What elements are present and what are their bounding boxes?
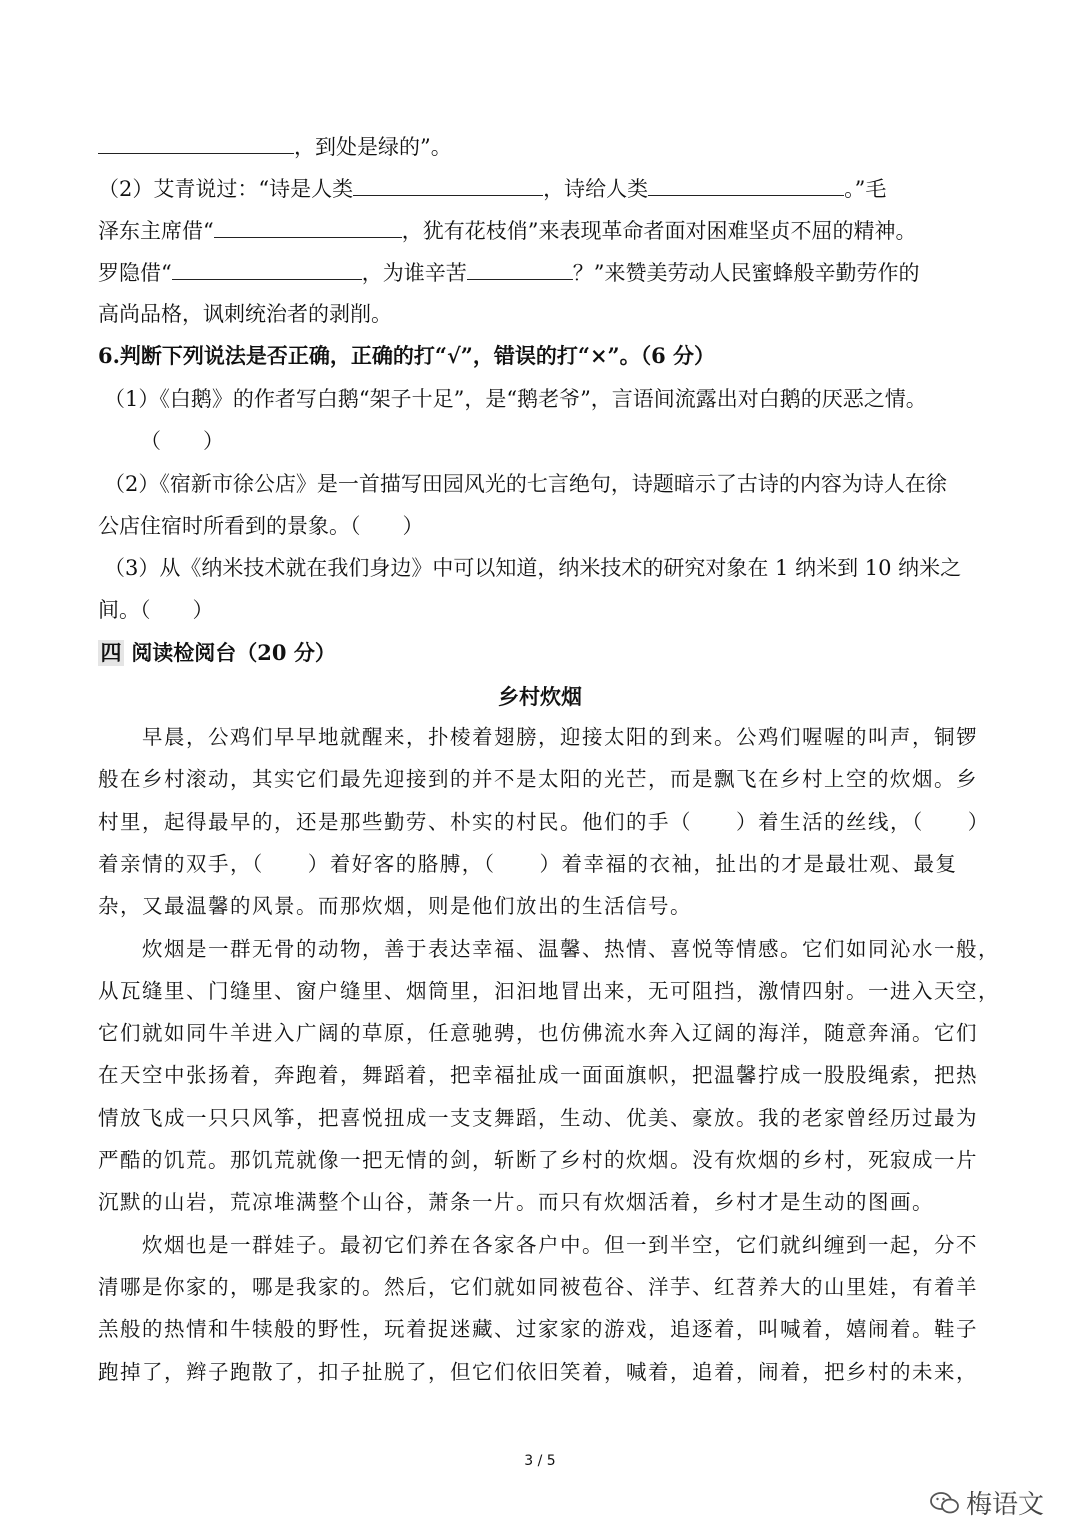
essay-title: 乡村炊烟 bbox=[498, 684, 582, 709]
q5-line-5: 高尚品格，讽刺统治者的剥削。 bbox=[98, 302, 392, 326]
essay-line: 情放飞成一只只风筝，把喜悦扭成一支支舞蹈，生动、优美、豪放。我的老家曾经历过最为 bbox=[98, 1105, 978, 1130]
q6-item-1: （1）《白鹅》的作者写白鹅“架子十足”，是“鹅老爷”，言语间流露出对白鹅的厌恶之情。 bbox=[104, 387, 927, 411]
page-number: 3 / 5 bbox=[524, 1453, 556, 1469]
essay-line: 清哪是你家的，哪是我家的。然后，它们就如同被苞谷、洋芋、红苕养大的山里娃，有着羊 bbox=[98, 1274, 978, 1299]
answer-blank[interactable] bbox=[467, 257, 573, 280]
essay-line: 它们就如同牛羊进入广阔的草原，任意驰骋，也仿佛流水奔入辽阔的海洋，随意奔涌。它们 bbox=[98, 1021, 978, 1046]
q5-line-4: 罗隐借“ ，为谁辛苦 ？”来赞美劳动人民蜜蜂般辛勤劳作的 bbox=[98, 257, 919, 288]
answer-blank[interactable] bbox=[648, 173, 844, 196]
answer-blank[interactable] bbox=[353, 173, 543, 196]
essay-line: 羔般的热情和牛犊般的野性，玩着捉迷藏、过家家的游戏，追逐着，叫喊着，嬉闹着。鞋子 bbox=[98, 1317, 978, 1342]
q5-line-1: ，到处是绿的”。 bbox=[98, 131, 452, 162]
answer-blank[interactable] bbox=[98, 131, 294, 154]
essay-line: 炊烟是一群无骨的动物，善于表达幸福、温馨、热情、喜悦等情感。它们如同沁水一般， bbox=[98, 936, 1000, 961]
essay-line: 村里，起得最早的，还是那些勤劳、朴实的村民。他们的手（ ）着生活的丝线，（ ） bbox=[98, 809, 990, 834]
section-number: 四 bbox=[98, 640, 124, 666]
essay-line: 沉默的山岩，荒凉堆满整个山谷，萧条一片。而只有炊烟活着，乡村才是生动的图画。 bbox=[98, 1190, 934, 1215]
section-heading bbox=[98, 638, 336, 668]
section-label: 阅读检阅台（20 分） bbox=[131, 640, 336, 665]
essay-line: 般在乡村滚动，其实它们最先迎接到的并不是太阳的光芒，而是飘飞在乡村上空的炊烟。乡 bbox=[98, 767, 978, 792]
essay-line: 早晨，公鸡们早早地就醒来，扑棱着翅膀，迎接太阳的到来。公鸡们喔喔的叫声，铜锣 bbox=[98, 725, 978, 749]
watermark-text: 梅语文 bbox=[966, 1490, 1045, 1520]
essay-line: 在天空中张扬着，奔跑着，舞蹈着，把幸福扯成一面面旗帜，把温馨拧成一股股绳索，把热 bbox=[98, 1063, 978, 1088]
watermark bbox=[930, 1484, 1044, 1521]
essay-line: 从瓦缝里、门缝里、窗户缝里、烟筒里，汩汩地冒出来，无可阻挡，激情四射。一进入天空， bbox=[98, 978, 1000, 1003]
essay-line: 跑掉了，辫子跑散了，扣子扯脱了，但它们依旧笑着，喊着，追着，闹着，把乡村的未来， bbox=[98, 1359, 978, 1384]
q6-item-2-cont: 公店住宿时所看到的景象。（ ） bbox=[98, 514, 424, 538]
essay-line: 着亲情的双手，（ ）着好客的胳膊，（ ）着幸福的衣袖，扯出的才是最壮观、最复 bbox=[98, 851, 958, 876]
q5-line-2: （2）艾青说过：“诗是人类 ，诗给人类 。”毛 bbox=[98, 173, 886, 204]
q6-item-3-cont: 间。（ ） bbox=[98, 598, 214, 622]
essay-line: 严酷的饥荒。那饥荒就像一把无情的剑，斩断了乡村的炊烟。没有炊烟的乡村，死寂成一片 bbox=[98, 1148, 978, 1172]
q6-item-3: （3）从《纳米技术就在我们身边》中可以知道，纳米技术的研究对象在 1 纳米到 10 纳米之 bbox=[104, 556, 962, 580]
q5-line-3: 泽东主席借“ ，犹有花枝俏”来表现革命者面对困难坚贞不屈的精神。 bbox=[98, 215, 916, 246]
essay-line: 杂，又最温馨的风景。而那炊烟，则是他们放出的生活信号。 bbox=[98, 894, 692, 919]
q6-item-2: （2）《宿新市徐公店》是一首描写田园风光的七言绝句，诗题暗示了古诗的内容为诗人在徐 bbox=[104, 472, 947, 496]
q6-heading: 6.判断下列说法是否正确，正确的打“√”，错误的打“×”。（6 分） bbox=[98, 343, 716, 368]
essay-line: 炊烟也是一群娃子。最初它们养在各家各户中。但一到半空，它们就纠缠到一起，分不 bbox=[98, 1232, 978, 1257]
q6-item-1-answer[interactable]: （ ） bbox=[140, 429, 224, 453]
answer-blank[interactable] bbox=[214, 215, 402, 238]
wechat-icon bbox=[930, 1492, 960, 1514]
answer-blank[interactable] bbox=[172, 257, 362, 280]
